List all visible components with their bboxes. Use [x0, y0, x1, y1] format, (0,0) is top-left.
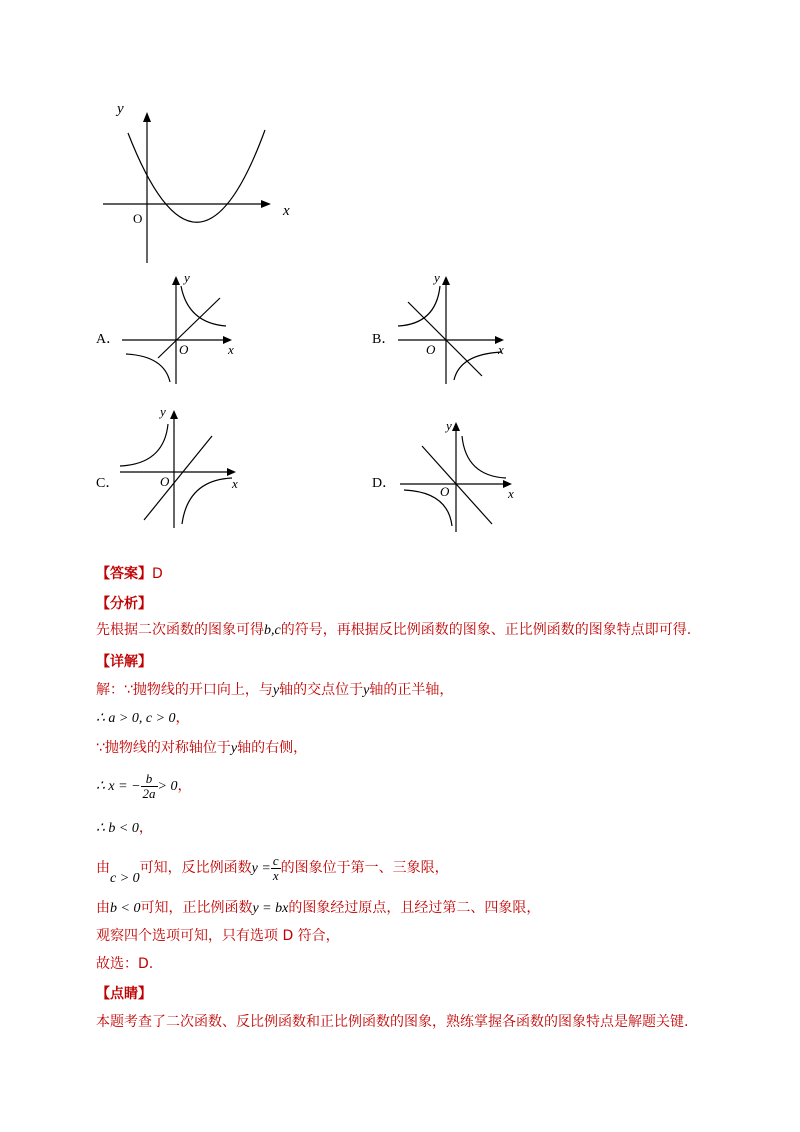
hyperbola-branch-2 [454, 352, 502, 380]
svg-text:x: x [498, 342, 504, 357]
option-b-label: B． [372, 332, 396, 347]
svg-text:O: O [179, 342, 189, 357]
option-c-label: C． [96, 476, 120, 491]
fraction-c-over-x: $\frac{c}{x}$ [272, 852, 279, 883]
answer-value: D [152, 566, 163, 582]
x-axis-arrow [261, 200, 271, 208]
y-axis-label: y [117, 101, 124, 117]
hyperbola-branch-1 [120, 424, 168, 466]
y-axis-arrow [143, 112, 151, 122]
analysis-vars: b,c [264, 623, 281, 638]
origin-label: O [133, 211, 143, 226]
option-a-label: A． [96, 332, 121, 347]
svg-text:O: O [426, 342, 436, 357]
svg-text:y: y [184, 270, 190, 285]
line-graph [144, 436, 212, 520]
option-b-graph [394, 268, 524, 388]
parabola-graph [95, 95, 310, 270]
line-graph [422, 446, 492, 524]
detail-line-2: ∴ a > 0, c > 0， [96, 710, 190, 726]
detail-line-1: 解：∵抛物线的开口向上，与y轴的交点位于y轴的正半轴， [96, 682, 454, 698]
analysis-text: 先根据二次函数的图象可得b,c的符号，再根据反比例函数的图象、正比例函数的图象特点即可得. [96, 622, 692, 638]
fraction-b-over-2a: $\frac{b}{2a}$ [142, 770, 156, 801]
svg-text:O: O [160, 474, 170, 489]
hyperbola-branch-1 [181, 286, 226, 326]
hyperbola-branch-2 [182, 478, 232, 524]
analysis-tag: 【分析】 [96, 596, 152, 612]
svg-text:y: y [446, 418, 452, 433]
hyperbola-branch-1 [462, 436, 506, 478]
detail-line-7: 由b < 0可知，正比例函数y = bx的图象经过原点，且经过第二、四象限， [96, 900, 541, 916]
svg-text:O: O [440, 484, 450, 499]
parabola-curve [128, 130, 265, 222]
hyperbola-branch-2 [126, 354, 170, 382]
svg-text:x: x [232, 476, 238, 491]
comment-tag: 【点睛】 [96, 986, 152, 1002]
option-a-graph [118, 268, 248, 388]
detail-line-8: 观察四个选项可知，只有选项 D 符合， [96, 928, 340, 944]
detail-line-9: 故选：D. [96, 956, 154, 972]
detail-line-6: 由c > 0可知，反比例函数y = $\frac{c}{x}$ 的图象位于第一、三象限， [96, 852, 449, 886]
option-c-graph [116, 404, 250, 532]
detail-line-4: ∴ x = − $\frac{b}{2a}$ > 0， [96, 770, 192, 801]
line-graph [408, 302, 482, 376]
x-axis-label: x [283, 203, 290, 219]
svg-text:x: x [228, 342, 234, 357]
detail-line-3: ∵抛物线的对称轴位于y轴的右侧， [96, 740, 308, 756]
answer-tag: 【答案】 [96, 566, 152, 582]
detail-tag: 【详解】 [96, 654, 152, 670]
svg-text:y: y [160, 404, 166, 419]
option-d-label: D． [372, 476, 397, 491]
detail-line-5: ∴ b < 0， [96, 820, 153, 836]
hyperbola-branch-1 [398, 286, 440, 326]
option-d-graph [396, 414, 526, 536]
answer-line [96, 564, 163, 584]
comment-text: 本题考查了二次函数、反比例函数和正比例函数的图象，熟练掌握各函数的图象特点是解题关键. [96, 1014, 689, 1030]
svg-text:y: y [434, 270, 440, 285]
svg-text:x: x [508, 486, 514, 501]
